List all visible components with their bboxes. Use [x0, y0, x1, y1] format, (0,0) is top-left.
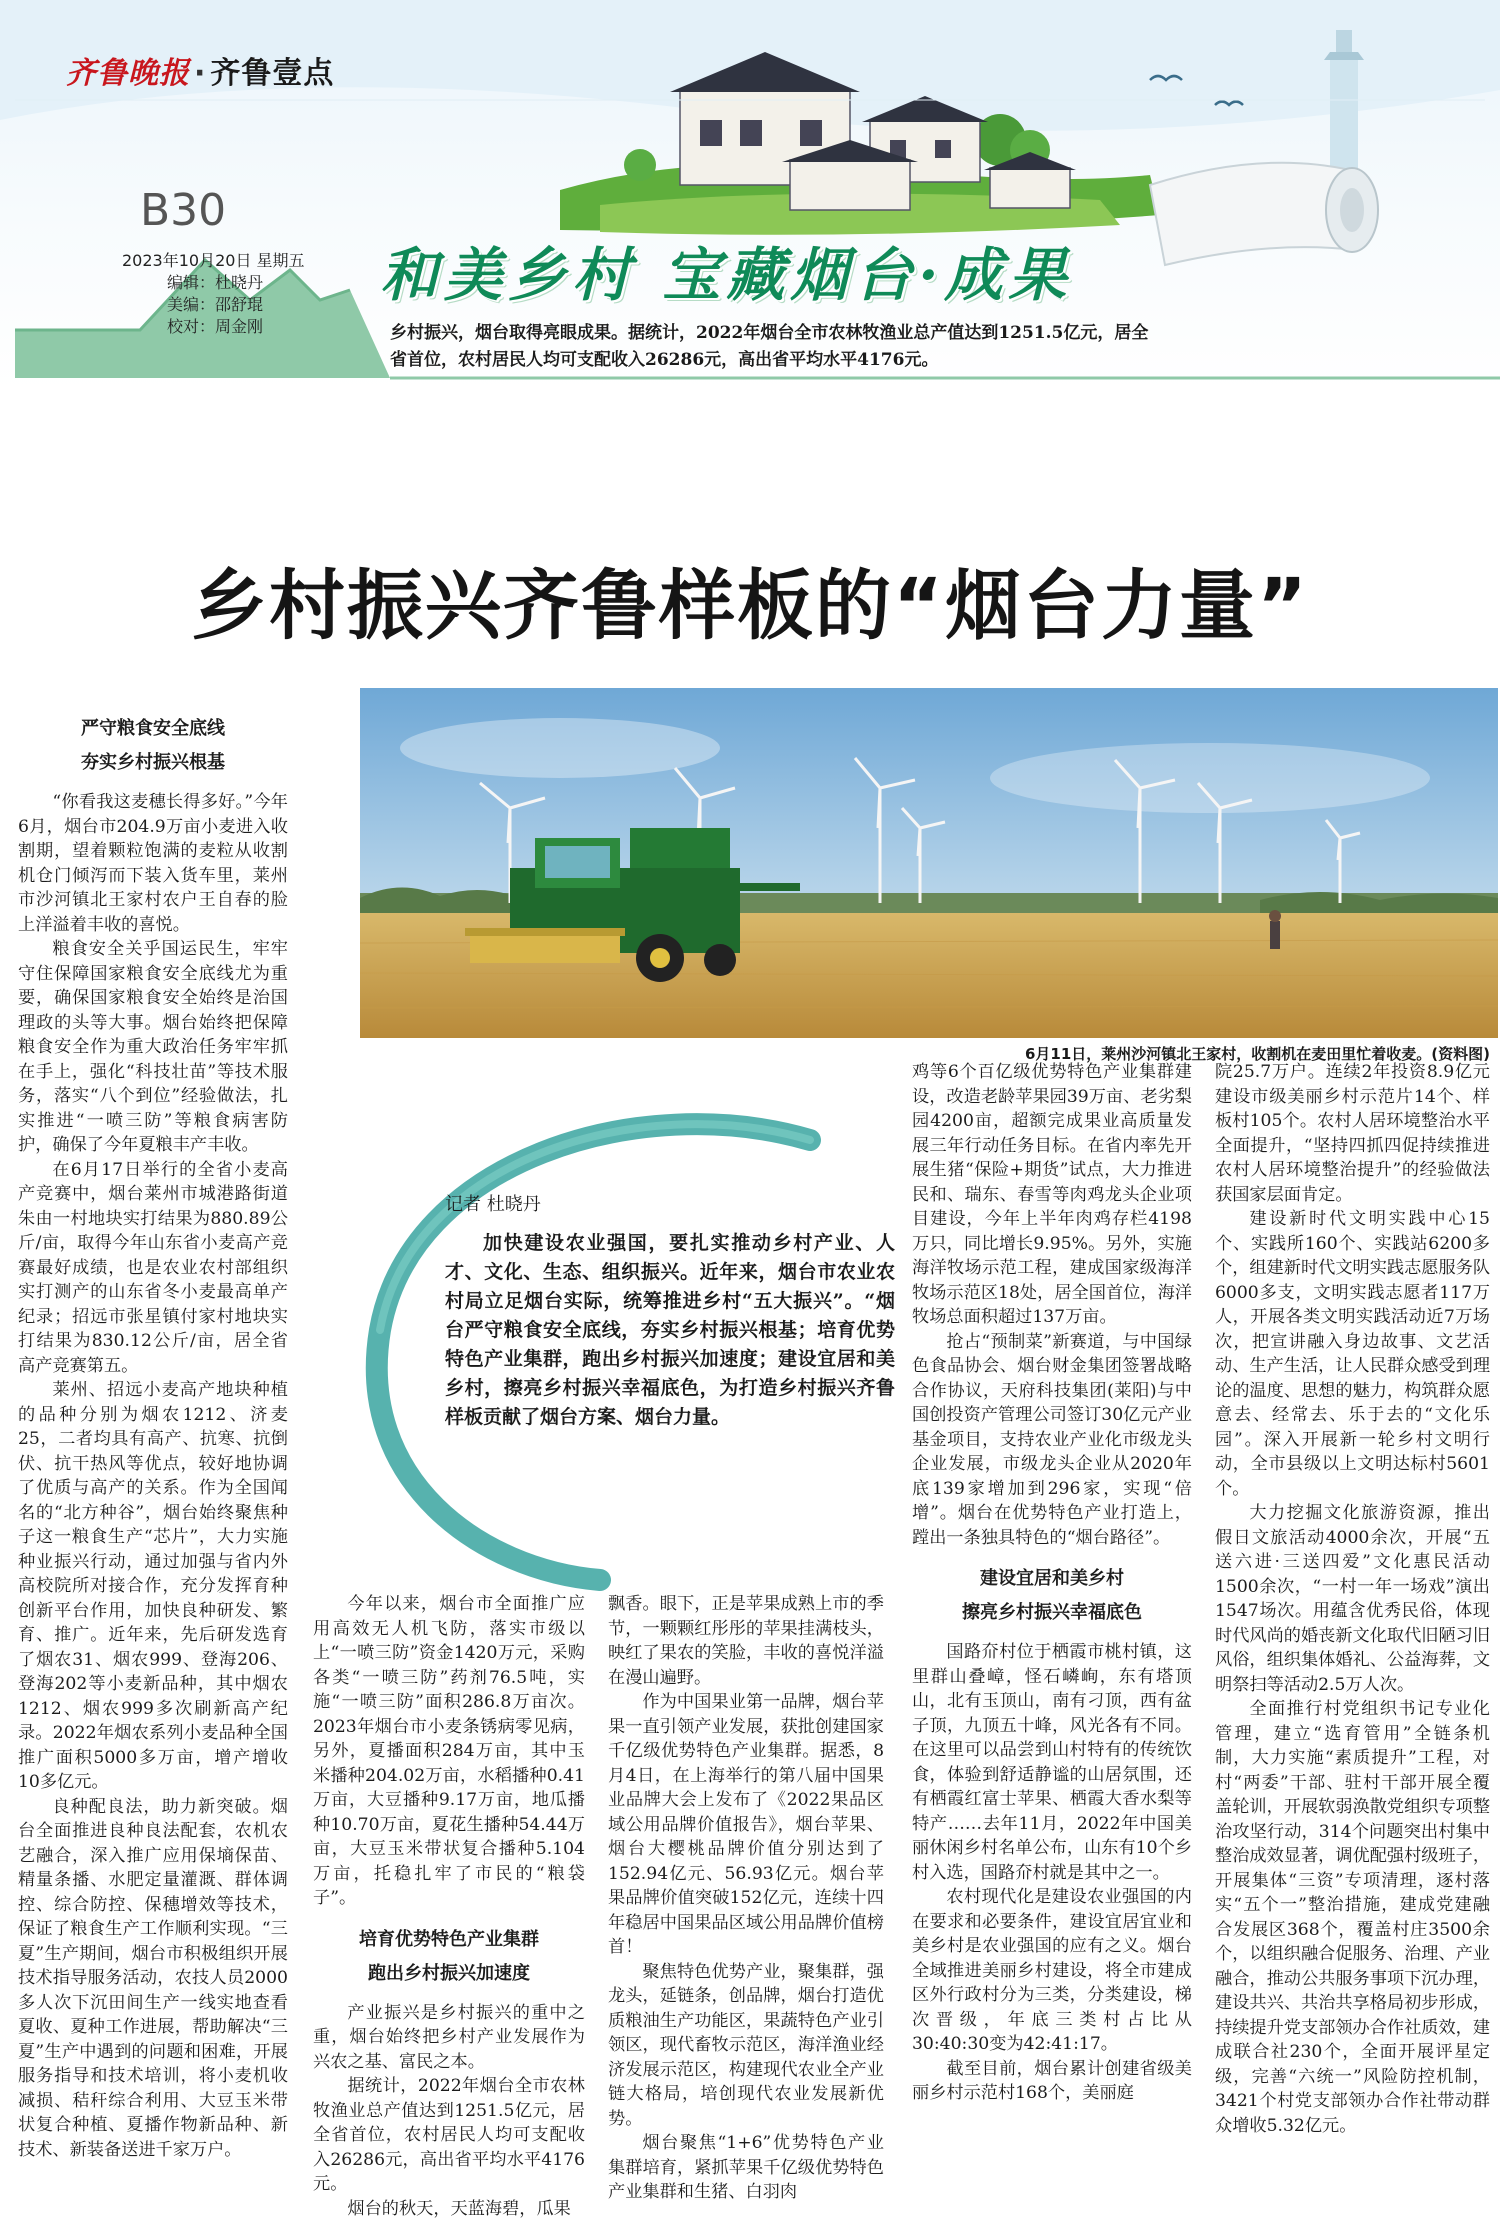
issue-date: 2023年10月20日 星期五 [122, 250, 305, 272]
intro-paragraph: 加快建设农业强国，要扎实推动乡村产业、人才、文化、生态、组织振兴。近年来，烟台市农业农村局立足烟台实际，统筹推进乡村“五大振兴”。“烟台严守粮食安全底线，夯实乡村振兴根基；培育优势特色产业集群，跑出乡村振兴加速度；建设宜居和美乡村，擦亮乡村振兴幸福底色，为打造乡村振兴齐鲁样板贡献了烟台方案、烟台力量。 [445, 1229, 895, 1432]
paragraph: 截至目前，烟台累计创建省级美丽乡村示范村168个，美丽庭 [912, 2057, 1192, 2106]
harvester-field-image [360, 688, 1498, 1038]
article-column-1 [18, 712, 288, 2162]
brand-name-primary: 齐鲁晚报 [66, 56, 190, 91]
section-heading-2-line-a: 培育优势特色产业集群 [313, 1923, 585, 1957]
page-banner [0, 0, 1500, 390]
page-number: B30 [140, 185, 226, 236]
paragraph: 今年以来，烟台市全面推广应用高效无人机飞防，落实市级以上“一喷三防”资金1420万元，采购各类“一喷三防”药剂76.5吨，实施“一喷三防”面积286.8万亩次。2023年烟台市小麦条锈病零见病，另外，夏播面积284万亩，其中玉米播种204.02万亩，水稻播种0.41万亩，大豆播种9.17万亩，地瓜播种10.70万亩，夏花生播种54.44万亩，大豆玉米带状复合播种5.104万亩，托稳扎牢了市民的“粮袋子”。 [313, 1592, 585, 1911]
photo-caption: 6月11日，莱州沙河镇北王家村，收割机在麦田里忙着收麦。(资料图) [360, 1043, 1490, 1064]
paragraph: 粮食安全关乎国运民生，牢牢守住保障国家粮食安全底线尤为重要，确保国家粮食安全始终是治国理政的头等大事。烟台始终把保障粮食安全作为重大政治任务牢牢抓在手上，强化“科技壮苗”等技术服务，落实“八个到位”经验做法，扎实推进“一喷三防”等粮食病害防护，确保了今年夏粮丰产丰收。 [18, 937, 288, 1158]
designer-credit: 美编：邵舒琨 [122, 294, 305, 316]
brand-name-secondary: 齐鲁壹点 [210, 56, 334, 91]
section-heading-3-line-a: 建设宜居和美乡村 [912, 1562, 1192, 1596]
article-column-4 [912, 1060, 1192, 2106]
section-heading-1-line-a: 严守粮食安全底线 [18, 712, 288, 746]
proofreader-credit: 校对：周金刚 [122, 316, 305, 338]
paragraph: 院25.7万户。连续2年投资8.9亿元建设市级美丽乡村示范片14个、样板村105个。农村人居环境整治水平全面提升，“坚持四抓四促持续推进农村人居环境整治提升”的经验做法获国家层面肯定。 [1215, 1060, 1490, 1207]
paragraph: 莱州、招远小麦高产地块种植的品种分别为烟农1212、济麦25，二者均具有高产、抗寒、抗倒伏、抗干热风等优点，较好地协调了优质与高产的关系。作为全国闻名的“北方种谷”，烟台始终聚焦种子这一粮食生产“芯片”，大力实施种业振兴行动，通过加强与省内外高校院所对接合作，充分发挥育种创新平台作用，加快良种研发、繁育、推广。近年来，先后研发选育了烟农31、烟农999、登海206、登海202等小麦新品种，其中烟农1212、烟农999多次刷新高产纪录。2022年烟农系列小麦品种全国推广面积5000多万亩，增产增收10多亿元。 [18, 1378, 288, 1795]
paragraph: 抢占“预制菜”新赛道，与中国绿色食品协会、烟台财金集团签署战略合作协议，天府科技集团(莱阳)与中国创投资产管理公司签订30亿元产业基金项目，支持农业产业化市级龙头企业发展，市级龙头企业从2020年底139家增加到296家，实现“倍增”。烟台在优势特色产业打造上，蹚出一条独具特色的“烟台路径”。 [912, 1330, 1192, 1551]
section-heading-3-line-b: 擦亮乡村振兴幸福底色 [912, 1596, 1192, 1630]
harvest-photo [360, 688, 1498, 1038]
editor-credit: 编辑：杜晓丹 [122, 272, 305, 294]
scroll-icon [1150, 163, 1378, 265]
article-intro [445, 1190, 895, 1432]
paragraph: 烟台聚焦“1+6”优势特色产业集群培育，紧抓苹果千亿级优势特色产业集群和生猪、白羽肉 [608, 2131, 884, 2205]
paragraph: 在6月17日举行的全省小麦高产竞赛中，烟台莱州市城港路街道朱由一村地块实打结果为880.89公斤/亩，取得今年山东省小麦高产竞赛最好成绩，也是农业农村部组织实打测产的山东省冬小麦最高单产纪录；招远市张星镇付家村地块实打结果为830.12公斤/亩，居全省高产竞赛第五。 [18, 1158, 288, 1379]
paragraph: 鸡等6个百亿级优势特色产业集群建设，改造老龄苹果园39万亩、老劣梨园4200亩，超额完成果业高质量发展三年行动任务目标。在省内率先开展生猪“保险+期货”试点，大力推进民和、瑞东、春雪等肉鸡龙头企业项目建设，今年上半年肉鸡存栏4198万只，同比增长9.95%。另外，实施海洋牧场示范工程，建成国家级海洋牧场示范区18处，居全国首位，海洋牧场总面积超过137万亩。 [912, 1060, 1192, 1330]
article-headline: 乡村振兴齐鲁样板的“烟台力量” [0, 545, 1500, 654]
paragraph: 大力挖掘文化旅游资源，推出假日文旅活动4000余次，开展“五送六进·三送四爱”文化惠民活动1500余次，“一村一年一场戏”演出1547场次。用蕴含优秀民俗，体现时代风尚的婚丧新文化取代旧陋习旧风俗，组织集体婚礼、公益海葬，文明祭扫等活动2.5万人次。 [1215, 1501, 1490, 1697]
paragraph: 烟台的秋天，天蓝海碧，瓜果 [313, 2197, 585, 2221]
paragraph: 据统计，2022年烟台全市农林牧渔业总产值达到1251.5亿元，居全省首位，农村居民人均可支配收入26286元，高出省平均水平4176元。 [313, 2074, 585, 2197]
paragraph: 建设新时代文明实践中心15个、实践所160个、实践站6200多个，组建新时代文明实践志愿服务队6000多支，文明实践志愿者117万人，开展各类文明实践活动近7万场次，把宣讲融入身边故事、文艺活动、生产生活，让人民群众感受到理论的温度、思想的魅力，构筑群众愿意去、经常去、乐于去的“文化乐园”。深入开展新一轮乡村文明行动，全市县级以上文明达标村5601个。 [1215, 1207, 1490, 1501]
reporter-byline: 记者 杜晓丹 [445, 1190, 895, 1219]
article-column-2 [313, 1592, 585, 2221]
paragraph: “你看我这麦穗长得多好。”今年6月，烟台市204.9万亩小麦进入收割期，望着颗粒饱满的麦粒从收割机仓门倾泻而下装入货车里，莱州市沙河镇北王家村农户王自春的脸上洋溢着丰收的喜悦。 [18, 790, 288, 937]
paragraph: 作为中国果业第一品牌，烟台苹果一直引领产业发展，获批创建国家千亿级优势特色产业集群。据悉，8月4日，在上海举行的第八届中国果业品牌大会上发布了《2022果品区域公用品牌价值报告》，烟台苹果、烟台大樱桃品牌价值分别达到了152.94亿元、56.93亿元。烟台苹果品牌价值突破152亿元，连续十四年稳居中国果品区域公用品牌价值榜首！ [608, 1690, 884, 1960]
section-heading-3 [912, 1562, 1192, 1630]
newspaper-brand [66, 48, 334, 92]
section-heading-2-line-b: 跑出乡村振兴加速度 [313, 1957, 585, 1991]
article-column-3 [608, 1592, 884, 2205]
section-heading-2 [313, 1923, 585, 1991]
brand-separator: · [194, 56, 206, 91]
paragraph: 全面推行村党组织书记专业化管理，建立“选育管用”全链条机制，大力实施“素质提升”工程，对村“两委”干部、驻村干部开展全覆盖轮训，开展软弱涣散党组织专项整治攻坚行动，314个问题突出村集中整治成效显著，调优配强村级班子，开展集体“三资”专项清理，逐村落实“五个一”整治措施，建成党建融合发展区368个，覆盖村庄3500余个，以组织融合促服务、治理、产业融合，推动公共服务事项下沉办理，建设共兴、共治共享格局初步形成，持续提升党支部领办合作社质效，建成联合社230个，全面开展评星定级，完善“六统一”风险防控机制，3421个村党支部领办合作社带动群众增收5.32亿元。 [1215, 1697, 1490, 2138]
section-heading-1 [18, 712, 288, 780]
banner-summary: 乡村振兴，烟台取得亮眼成果。据统计，2022年烟台全市农林牧渔业总产值达到1251.5亿元，居全省首位，农村居民人均可支配收入26286元，高出省平均水平4176元。 [390, 320, 1150, 374]
issue-meta [122, 250, 305, 338]
paragraph: 产业振兴是乡村振兴的重中之重，烟台始终把乡村产业发展作为兴农之基、富民之本。 [313, 2001, 585, 2075]
paragraph: 聚焦特色优势产业，聚集群，强龙头，延链条，创品牌，烟台打造优质粮油生产功能区，果蔬特色产业引领区，现代畜牧示范区，海洋渔业经济发展示范区，构建现代农业全产业链大格局，培创现代农业发展新优势。 [608, 1960, 884, 2132]
article-column-5 [1215, 1060, 1490, 2138]
section-heading-1-line-b: 夯实乡村振兴根基 [18, 746, 288, 780]
section-banner-title: 和美乡村 宝藏烟台·成果 [380, 228, 1072, 312]
paragraph: 国路夼村位于栖霞市桃村镇，这里群山叠嶂，怪石嶙峋，东有塔顶山，北有玉顶山，南有刁顶，西有盆子顶，九顶五十峰，风光各有不同。在这里可以品尝到山村特有的传统饮食，体验到舒适静谧的山居氛围，还有栖霞红富士苹果、栖霞大香水梨等特产……去年11月，2022年中国美丽休闲乡村名单公布，山东有10个乡村入选，国路夼村就是其中之一。 [912, 1640, 1192, 1885]
paragraph: 良种配良法，助力新突破。烟台全面推进良种良法配套，农机农艺融合，深入推广应用保墒保苗、精量条播、水肥定量灌溉、群体调控、综合防控、保穗增效等技术，保证了粮食生产工作顺利实现。“三夏”生产期间，烟台市积极组织开展技术指导服务活动，农技人员2000多人次下沉田间生产一线实地查看夏收、夏种工作进展，帮助解决“三夏”生产中遇到的问题和困难，开展服务指导和技术培训，将小麦机收减损、秸秆综合利用、大豆玉米带状复合种植、夏播作物新品种、新技术、新装备送进千家万户。 [18, 1795, 288, 2163]
paragraph: 农村现代化是建设农业强国的内在要求和必要条件，建设宜居宜业和美乡村是农业强国的应有之义。烟台全域推进美丽乡村建设，将全市建成区外行政村分为三类，分类建设，梯次晋级，年底三类村占比从30:40:30变为42:41:17。 [912, 1885, 1192, 2057]
paragraph: 飘香。眼下，正是苹果成熟上市的季节，一颗颗红彤彤的苹果挂满枝头，映红了果农的笑脸，丰收的喜悦洋溢在漫山遍野。 [608, 1592, 884, 1690]
